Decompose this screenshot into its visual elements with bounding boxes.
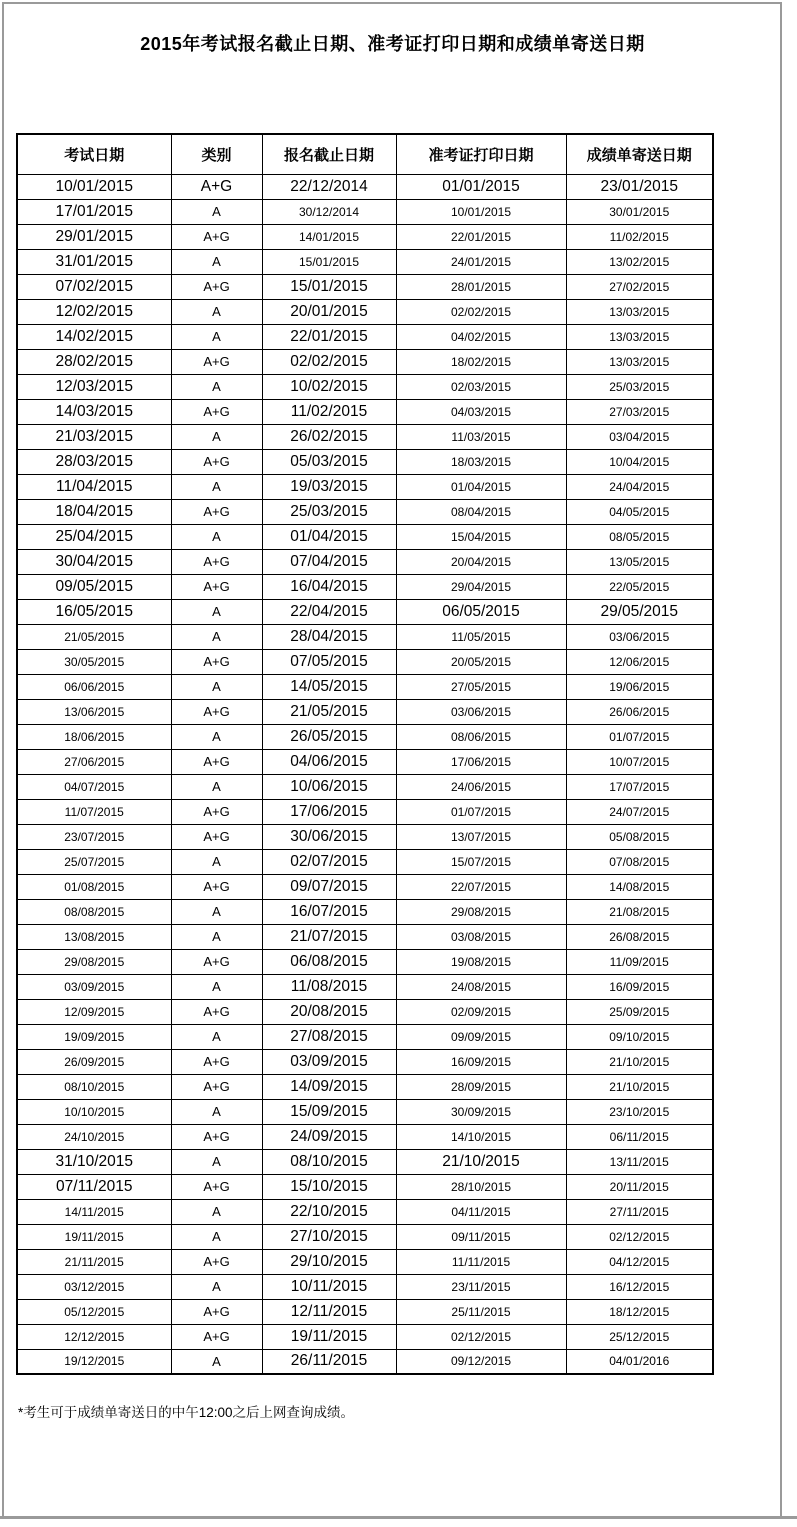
registration-deadline-cell: 20/08/2015 xyxy=(262,999,396,1024)
registration-deadline-cell: 14/01/2015 xyxy=(262,224,396,249)
ticket-print-date-cell: 18/03/2015 xyxy=(396,449,566,474)
exam-date-cell: 14/03/2015 xyxy=(17,399,171,424)
exam-date-cell: 21/03/2015 xyxy=(17,424,171,449)
score-mail-date-cell: 30/01/2015 xyxy=(566,199,713,224)
ticket-print-date-cell: 17/06/2015 xyxy=(396,749,566,774)
category-cell: A+G xyxy=(171,649,262,674)
table-row xyxy=(17,924,713,949)
exam-date-cell: 28/03/2015 xyxy=(17,449,171,474)
category-cell: A+G xyxy=(171,999,262,1024)
header-ticket-print-date: 准考证打印日期 xyxy=(396,134,566,174)
category-cell: A xyxy=(171,474,262,499)
ticket-print-date-cell: 21/10/2015 xyxy=(396,1149,566,1174)
category-cell: A+G xyxy=(171,824,262,849)
table-row xyxy=(17,949,713,974)
table-row xyxy=(17,399,713,424)
ticket-print-date-cell: 15/07/2015 xyxy=(396,849,566,874)
category-cell: A xyxy=(171,374,262,399)
registration-deadline-cell: 05/03/2015 xyxy=(262,449,396,474)
category-cell: A xyxy=(171,324,262,349)
score-mail-date-cell: 12/06/2015 xyxy=(566,649,713,674)
table-row xyxy=(17,1074,713,1099)
score-mail-date-cell: 06/11/2015 xyxy=(566,1124,713,1149)
score-mail-date-cell: 16/12/2015 xyxy=(566,1274,713,1299)
registration-deadline-cell: 25/03/2015 xyxy=(262,499,396,524)
registration-deadline-cell: 11/02/2015 xyxy=(262,399,396,424)
table-row xyxy=(17,849,713,874)
exam-date-cell: 31/10/2015 xyxy=(17,1149,171,1174)
registration-deadline-cell: 15/01/2015 xyxy=(262,249,396,274)
score-mail-date-cell: 27/11/2015 xyxy=(566,1199,713,1224)
table-row xyxy=(17,274,713,299)
table-row xyxy=(17,724,713,749)
registration-deadline-cell: 21/07/2015 xyxy=(262,924,396,949)
ticket-print-date-cell: 24/08/2015 xyxy=(396,974,566,999)
score-mail-date-cell: 23/01/2015 xyxy=(566,174,713,199)
ticket-print-date-cell: 01/04/2015 xyxy=(396,474,566,499)
table-row xyxy=(17,324,713,349)
registration-deadline-cell: 03/09/2015 xyxy=(262,1049,396,1074)
registration-deadline-cell: 15/01/2015 xyxy=(262,274,396,299)
score-mail-date-cell: 13/03/2015 xyxy=(566,299,713,324)
registration-deadline-cell: 14/05/2015 xyxy=(262,674,396,699)
category-cell: A+G xyxy=(171,1049,262,1074)
table-row xyxy=(17,1299,713,1324)
score-mail-date-cell: 21/10/2015 xyxy=(566,1049,713,1074)
registration-deadline-cell: 15/09/2015 xyxy=(262,1099,396,1124)
category-cell: A+G xyxy=(171,1324,262,1349)
table-row xyxy=(17,224,713,249)
ticket-print-date-cell: 04/02/2015 xyxy=(396,324,566,349)
score-mail-date-cell: 20/11/2015 xyxy=(566,1174,713,1199)
table-row xyxy=(17,999,713,1024)
score-mail-date-cell: 11/02/2015 xyxy=(566,224,713,249)
ticket-print-date-cell: 28/10/2015 xyxy=(396,1174,566,1199)
exam-date-cell: 17/01/2015 xyxy=(17,199,171,224)
exam-date-cell: 12/03/2015 xyxy=(17,374,171,399)
registration-deadline-cell: 02/02/2015 xyxy=(262,349,396,374)
category-cell: A xyxy=(171,974,262,999)
exam-date-cell: 29/01/2015 xyxy=(17,224,171,249)
category-cell: A xyxy=(171,1024,262,1049)
score-mail-date-cell: 19/06/2015 xyxy=(566,674,713,699)
table-row xyxy=(17,1199,713,1224)
exam-date-cell: 21/11/2015 xyxy=(17,1249,171,1274)
registration-deadline-cell: 22/01/2015 xyxy=(262,324,396,349)
exam-date-cell: 19/12/2015 xyxy=(17,1349,171,1374)
exam-date-cell: 11/07/2015 xyxy=(17,799,171,824)
ticket-print-date-cell: 22/07/2015 xyxy=(396,874,566,899)
score-mail-date-cell: 13/02/2015 xyxy=(566,249,713,274)
category-cell: A xyxy=(171,774,262,799)
exam-date-cell: 01/08/2015 xyxy=(17,874,171,899)
registration-deadline-cell: 28/04/2015 xyxy=(262,624,396,649)
score-mail-date-cell: 23/10/2015 xyxy=(566,1099,713,1124)
exam-date-cell: 19/11/2015 xyxy=(17,1224,171,1249)
ticket-print-date-cell: 02/03/2015 xyxy=(396,374,566,399)
header-score-mail-date: 成绩单寄送日期 xyxy=(566,134,713,174)
table-row xyxy=(17,424,713,449)
score-mail-date-cell: 24/04/2015 xyxy=(566,474,713,499)
exam-date-cell: 24/10/2015 xyxy=(17,1124,171,1149)
table-row xyxy=(17,899,713,924)
exam-date-cell: 29/08/2015 xyxy=(17,949,171,974)
registration-deadline-cell: 04/06/2015 xyxy=(262,749,396,774)
ticket-print-date-cell: 30/09/2015 xyxy=(396,1099,566,1124)
ticket-print-date-cell: 24/06/2015 xyxy=(396,774,566,799)
score-mail-date-cell: 27/02/2015 xyxy=(566,274,713,299)
score-mail-date-cell: 25/12/2015 xyxy=(566,1324,713,1349)
category-cell: A+G xyxy=(171,549,262,574)
exam-date-cell: 25/04/2015 xyxy=(17,524,171,549)
table-row xyxy=(17,1024,713,1049)
ticket-print-date-cell: 25/11/2015 xyxy=(396,1299,566,1324)
exam-date-cell: 06/06/2015 xyxy=(17,674,171,699)
category-cell: A xyxy=(171,674,262,699)
ticket-print-date-cell: 02/09/2015 xyxy=(396,999,566,1024)
category-cell: A+G xyxy=(171,174,262,199)
score-mail-date-cell: 13/03/2015 xyxy=(566,324,713,349)
table-row xyxy=(17,199,713,224)
registration-deadline-cell: 19/11/2015 xyxy=(262,1324,396,1349)
ticket-print-date-cell: 02/02/2015 xyxy=(396,299,566,324)
registration-deadline-cell: 15/10/2015 xyxy=(262,1174,396,1199)
score-mail-date-cell: 03/04/2015 xyxy=(566,424,713,449)
category-cell: A+G xyxy=(171,799,262,824)
exam-date-cell: 09/05/2015 xyxy=(17,574,171,599)
score-mail-date-cell: 25/09/2015 xyxy=(566,999,713,1024)
ticket-print-date-cell: 23/11/2015 xyxy=(396,1274,566,1299)
registration-deadline-cell: 22/12/2014 xyxy=(262,174,396,199)
table-row xyxy=(17,1049,713,1074)
registration-deadline-cell: 02/07/2015 xyxy=(262,849,396,874)
ticket-print-date-cell: 24/01/2015 xyxy=(396,249,566,274)
table-header-row xyxy=(17,134,713,174)
table-row xyxy=(17,449,713,474)
exam-date-cell: 07/11/2015 xyxy=(17,1174,171,1199)
ticket-print-date-cell: 08/04/2015 xyxy=(396,499,566,524)
category-cell: A+G xyxy=(171,224,262,249)
category-cell: A+G xyxy=(171,449,262,474)
table-row xyxy=(17,174,713,199)
registration-deadline-cell: 07/05/2015 xyxy=(262,649,396,674)
table-row xyxy=(17,574,713,599)
exam-date-cell: 25/07/2015 xyxy=(17,849,171,874)
table-row xyxy=(17,1349,713,1374)
ticket-print-date-cell: 27/05/2015 xyxy=(396,674,566,699)
category-cell: A+G xyxy=(171,949,262,974)
exam-date-cell: 21/05/2015 xyxy=(17,624,171,649)
score-mail-date-cell: 17/07/2015 xyxy=(566,774,713,799)
category-cell: A+G xyxy=(171,1174,262,1199)
exam-date-cell: 08/08/2015 xyxy=(17,899,171,924)
ticket-print-date-cell: 04/03/2015 xyxy=(396,399,566,424)
exam-date-cell: 28/02/2015 xyxy=(17,349,171,374)
page-bottom-border xyxy=(0,1516,797,1519)
score-mail-date-cell: 16/09/2015 xyxy=(566,974,713,999)
table-row xyxy=(17,674,713,699)
table-row xyxy=(17,1324,713,1349)
score-mail-date-cell: 03/06/2015 xyxy=(566,624,713,649)
ticket-print-date-cell: 13/07/2015 xyxy=(396,824,566,849)
category-cell: A xyxy=(171,899,262,924)
exam-date-cell: 12/12/2015 xyxy=(17,1324,171,1349)
exam-date-cell: 10/01/2015 xyxy=(17,174,171,199)
exam-date-cell: 30/04/2015 xyxy=(17,549,171,574)
table-row xyxy=(17,499,713,524)
category-cell: A xyxy=(171,524,262,549)
exam-date-cell: 18/06/2015 xyxy=(17,724,171,749)
registration-deadline-cell: 27/08/2015 xyxy=(262,1024,396,1049)
ticket-print-date-cell: 29/08/2015 xyxy=(396,899,566,924)
ticket-print-date-cell: 18/02/2015 xyxy=(396,349,566,374)
ticket-print-date-cell: 02/12/2015 xyxy=(396,1324,566,1349)
header-category: 类别 xyxy=(171,134,262,174)
score-mail-date-cell: 18/12/2015 xyxy=(566,1299,713,1324)
category-cell: A xyxy=(171,249,262,274)
ticket-print-date-cell: 01/01/2015 xyxy=(396,174,566,199)
table-row xyxy=(17,799,713,824)
score-mail-date-cell: 22/05/2015 xyxy=(566,574,713,599)
score-mail-date-cell: 14/08/2015 xyxy=(566,874,713,899)
table-row xyxy=(17,974,713,999)
exam-date-cell: 03/12/2015 xyxy=(17,1274,171,1299)
ticket-print-date-cell: 09/12/2015 xyxy=(396,1349,566,1374)
ticket-print-date-cell: 11/11/2015 xyxy=(396,1249,566,1274)
category-cell: A+G xyxy=(171,1074,262,1099)
table-row xyxy=(17,1249,713,1274)
registration-deadline-cell: 22/04/2015 xyxy=(262,599,396,624)
category-cell: A+G xyxy=(171,749,262,774)
category-cell: A xyxy=(171,724,262,749)
ticket-print-date-cell: 14/10/2015 xyxy=(396,1124,566,1149)
ticket-print-date-cell: 06/05/2015 xyxy=(396,599,566,624)
table-row xyxy=(17,749,713,774)
exam-date-cell: 18/04/2015 xyxy=(17,499,171,524)
ticket-print-date-cell: 10/01/2015 xyxy=(396,199,566,224)
table-row xyxy=(17,624,713,649)
ticket-print-date-cell: 29/04/2015 xyxy=(396,574,566,599)
exam-date-cell: 12/09/2015 xyxy=(17,999,171,1024)
exam-date-cell: 13/08/2015 xyxy=(17,924,171,949)
category-cell: A xyxy=(171,299,262,324)
category-cell: A+G xyxy=(171,399,262,424)
category-cell: A xyxy=(171,599,262,624)
registration-deadline-cell: 12/11/2015 xyxy=(262,1299,396,1324)
registration-deadline-cell: 19/03/2015 xyxy=(262,474,396,499)
score-mail-date-cell: 29/05/2015 xyxy=(566,599,713,624)
ticket-print-date-cell: 01/07/2015 xyxy=(396,799,566,824)
category-cell: A+G xyxy=(171,349,262,374)
registration-deadline-cell: 10/06/2015 xyxy=(262,774,396,799)
exam-date-cell: 07/02/2015 xyxy=(17,274,171,299)
category-cell: A+G xyxy=(171,574,262,599)
exam-date-cell: 16/05/2015 xyxy=(17,599,171,624)
category-cell: A+G xyxy=(171,1124,262,1149)
registration-deadline-cell: 30/06/2015 xyxy=(262,824,396,849)
table-row xyxy=(17,774,713,799)
exam-date-cell: 14/11/2015 xyxy=(17,1199,171,1224)
table-row xyxy=(17,1124,713,1149)
category-cell: A+G xyxy=(171,699,262,724)
registration-deadline-cell: 26/05/2015 xyxy=(262,724,396,749)
table-row xyxy=(17,249,713,274)
table-row xyxy=(17,374,713,399)
registration-deadline-cell: 20/01/2015 xyxy=(262,299,396,324)
exam-date-cell: 13/06/2015 xyxy=(17,699,171,724)
category-cell: A xyxy=(171,1199,262,1224)
category-cell: A xyxy=(171,624,262,649)
table-row xyxy=(17,649,713,674)
category-cell: A+G xyxy=(171,499,262,524)
header-registration-deadline: 报名截止日期 xyxy=(262,134,396,174)
ticket-print-date-cell: 28/09/2015 xyxy=(396,1074,566,1099)
score-mail-date-cell: 26/08/2015 xyxy=(566,924,713,949)
registration-deadline-cell: 26/02/2015 xyxy=(262,424,396,449)
exam-schedule-table xyxy=(16,133,714,1375)
table-row xyxy=(17,699,713,724)
table-row xyxy=(17,874,713,899)
ticket-print-date-cell: 03/06/2015 xyxy=(396,699,566,724)
score-mail-date-cell: 04/05/2015 xyxy=(566,499,713,524)
table-row xyxy=(17,299,713,324)
registration-deadline-cell: 16/04/2015 xyxy=(262,574,396,599)
registration-deadline-cell: 29/10/2015 xyxy=(262,1249,396,1274)
registration-deadline-cell: 16/07/2015 xyxy=(262,899,396,924)
registration-deadline-cell: 24/09/2015 xyxy=(262,1124,396,1149)
score-mail-date-cell: 25/03/2015 xyxy=(566,374,713,399)
score-mail-date-cell: 01/07/2015 xyxy=(566,724,713,749)
table-row xyxy=(17,524,713,549)
table-row xyxy=(17,599,713,624)
category-cell: A+G xyxy=(171,1249,262,1274)
ticket-print-date-cell: 16/09/2015 xyxy=(396,1049,566,1074)
registration-deadline-cell: 26/11/2015 xyxy=(262,1349,396,1374)
ticket-print-date-cell: 09/09/2015 xyxy=(396,1024,566,1049)
score-mail-date-cell: 04/01/2016 xyxy=(566,1349,713,1374)
score-mail-date-cell: 11/09/2015 xyxy=(566,949,713,974)
score-mail-date-cell: 10/04/2015 xyxy=(566,449,713,474)
header-exam-date: 考试日期 xyxy=(17,134,171,174)
exam-date-cell: 04/07/2015 xyxy=(17,774,171,799)
registration-deadline-cell: 27/10/2015 xyxy=(262,1224,396,1249)
ticket-print-date-cell: 11/05/2015 xyxy=(396,624,566,649)
table-row xyxy=(17,1274,713,1299)
exam-date-cell: 23/07/2015 xyxy=(17,824,171,849)
table-row xyxy=(17,549,713,574)
category-cell: A+G xyxy=(171,274,262,299)
ticket-print-date-cell: 28/01/2015 xyxy=(396,274,566,299)
score-mail-date-cell: 26/06/2015 xyxy=(566,699,713,724)
category-cell: A xyxy=(171,199,262,224)
table-row xyxy=(17,1099,713,1124)
table-body xyxy=(17,174,713,1374)
score-mail-date-cell: 02/12/2015 xyxy=(566,1224,713,1249)
exam-date-cell: 30/05/2015 xyxy=(17,649,171,674)
registration-deadline-cell: 06/08/2015 xyxy=(262,949,396,974)
registration-deadline-cell: 30/12/2014 xyxy=(262,199,396,224)
category-cell: A xyxy=(171,1099,262,1124)
table-row xyxy=(17,1174,713,1199)
registration-deadline-cell: 10/02/2015 xyxy=(262,374,396,399)
category-cell: A+G xyxy=(171,1299,262,1324)
ticket-print-date-cell: 15/04/2015 xyxy=(396,524,566,549)
score-mail-date-cell: 08/05/2015 xyxy=(566,524,713,549)
score-mail-date-cell: 21/08/2015 xyxy=(566,899,713,924)
registration-deadline-cell: 07/04/2015 xyxy=(262,549,396,574)
exam-date-cell: 19/09/2015 xyxy=(17,1024,171,1049)
exam-date-cell: 03/09/2015 xyxy=(17,974,171,999)
registration-deadline-cell: 11/08/2015 xyxy=(262,974,396,999)
category-cell: A xyxy=(171,1149,262,1174)
score-mail-date-cell: 07/08/2015 xyxy=(566,849,713,874)
ticket-print-date-cell: 20/04/2015 xyxy=(396,549,566,574)
category-cell: A xyxy=(171,1224,262,1249)
table-row xyxy=(17,349,713,374)
ticket-print-date-cell: 20/05/2015 xyxy=(396,649,566,674)
registration-deadline-cell: 10/11/2015 xyxy=(262,1274,396,1299)
exam-date-cell: 12/02/2015 xyxy=(17,299,171,324)
category-cell: A xyxy=(171,849,262,874)
exam-date-cell: 26/09/2015 xyxy=(17,1049,171,1074)
ticket-print-date-cell: 19/08/2015 xyxy=(396,949,566,974)
score-mail-date-cell: 13/03/2015 xyxy=(566,349,713,374)
category-cell: A xyxy=(171,424,262,449)
exam-date-cell: 27/06/2015 xyxy=(17,749,171,774)
score-mail-date-cell: 21/10/2015 xyxy=(566,1074,713,1099)
exam-date-cell: 05/12/2015 xyxy=(17,1299,171,1324)
score-mail-date-cell: 24/07/2015 xyxy=(566,799,713,824)
table-row xyxy=(17,1224,713,1249)
exam-date-cell: 08/10/2015 xyxy=(17,1074,171,1099)
registration-deadline-cell: 01/04/2015 xyxy=(262,524,396,549)
footnote: *考生可于成绩单寄送日的中午12:00之后上网查询成绩。 xyxy=(18,1405,355,1420)
score-mail-date-cell: 04/12/2015 xyxy=(566,1249,713,1274)
category-cell: A xyxy=(171,1274,262,1299)
ticket-print-date-cell: 11/03/2015 xyxy=(396,424,566,449)
ticket-print-date-cell: 09/11/2015 xyxy=(396,1224,566,1249)
registration-deadline-cell: 08/10/2015 xyxy=(262,1149,396,1174)
score-mail-date-cell: 27/03/2015 xyxy=(566,399,713,424)
category-cell: A xyxy=(171,924,262,949)
table-row xyxy=(17,824,713,849)
page-title: 2015年考试报名截止日期、准考证打印日期和成绩单寄送日期 xyxy=(140,34,645,54)
table-row xyxy=(17,474,713,499)
score-mail-date-cell: 05/08/2015 xyxy=(566,824,713,849)
exam-date-cell: 11/04/2015 xyxy=(17,474,171,499)
registration-deadline-cell: 21/05/2015 xyxy=(262,699,396,724)
score-mail-date-cell: 13/05/2015 xyxy=(566,549,713,574)
ticket-print-date-cell: 22/01/2015 xyxy=(396,224,566,249)
category-cell: A xyxy=(171,1349,262,1374)
exam-date-cell: 10/10/2015 xyxy=(17,1099,171,1124)
registration-deadline-cell: 17/06/2015 xyxy=(262,799,396,824)
table-row xyxy=(17,1149,713,1174)
category-cell: A+G xyxy=(171,874,262,899)
score-mail-date-cell: 13/11/2015 xyxy=(566,1149,713,1174)
registration-deadline-cell: 22/10/2015 xyxy=(262,1199,396,1224)
registration-deadline-cell: 14/09/2015 xyxy=(262,1074,396,1099)
ticket-print-date-cell: 04/11/2015 xyxy=(396,1199,566,1224)
ticket-print-date-cell: 08/06/2015 xyxy=(396,724,566,749)
score-mail-date-cell: 10/07/2015 xyxy=(566,749,713,774)
exam-date-cell: 31/01/2015 xyxy=(17,249,171,274)
exam-date-cell: 14/02/2015 xyxy=(17,324,171,349)
ticket-print-date-cell: 03/08/2015 xyxy=(396,924,566,949)
registration-deadline-cell: 09/07/2015 xyxy=(262,874,396,899)
score-mail-date-cell: 09/10/2015 xyxy=(566,1024,713,1049)
